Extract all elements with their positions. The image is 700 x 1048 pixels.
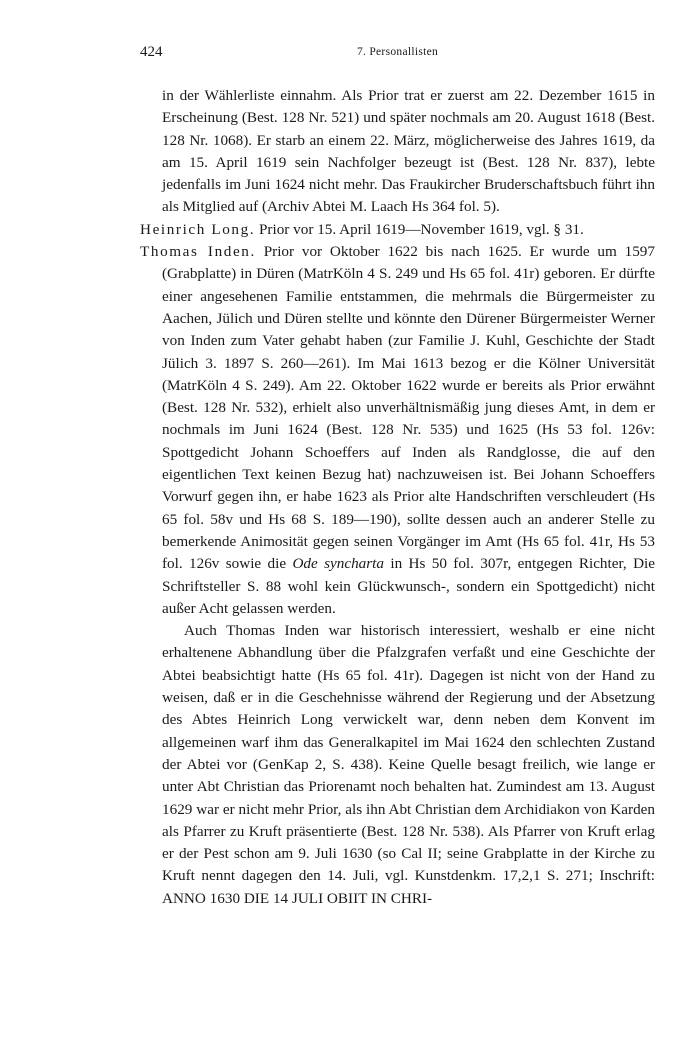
page-number: 424 [140,44,163,60]
paragraph-text: Auch Thomas Inden war historisch interessiert, weshalb er eine nicht erhaltenene Abhandlung über die Pfalzgrafen verfaßt und eine Geschichte der Abtei beabsichtigt hatte (Hs 65 fol. 41r). Dagegen ist nicht von der Hand zu weisen, daß er in die Geschehnisse während der Regierung und der Absetzung des Abtes Heinrich Long verwickelt war, denn neben dem Konvent im allgemeinen warf ihm das Generalkapitel im Mai 1624 den schlechten Zustand der Abtei vor (GenKap 2, S. 438). Keine Quelle besagt freilich, wie lange er unter Abt Christian das Priorenamt noch behalten hat. Zumindest am 13. August 1629 war er nicht mehr Prior, als ihn Abt Christian dem Archidiakon von Karden als Pfarrer zu Kruft präsentierte (Best. 128 Nr. 538). Als Pfarrer von Kruft erlag er der Pest schon am 9. Juli 1630 (so Cal II; seine Grabplatte in der Kirche zu Kruft nennt dagegen den 14. Juli, vgl. Kunstdenkm. 17,2,1 S. 271; Inschrift: ANNO 1630 DIE 14 JULI OBIIT IN CHRI- [162,622,655,907]
paragraph-text: in der Wählerliste einnahm. Als Prior trat er zuerst am 22. Dezember 1615 in Erscheinung (Best. 128 Nr. 521) und später nochmals am 20. August 1618 (Best. 128 Nr. 1068). Er starb an einem 22. März, möglicherweise des Jahres 1619, da am 15. April 1619 sein Nachfolger bezeugt ist (Best. 128 Nr. 837), lebte jedenfalls im Juni 1624 nicht mehr. Das Fraukircher Bruderschaftsbuch führt ihn als Mitglied auf (Archiv Abtei M. Laach Hs 364 fol. 5). [162,87,655,216]
entry-name: Heinrich Long. [140,220,256,238]
continued-paragraph [140,85,655,219]
italic-title: Ode syncharta [292,555,384,573]
page-header [140,44,655,64]
entry-text-continued: in Hs 50 fol. 307r, entgegen Richter, Die Schriftsteller S. 88 wohl kein Glückwunsch-, sondern ein Spottgedicht) nicht außer Acht gelassen werden. [162,555,656,617]
paragraph [140,620,655,910]
entry-text: Prior vor Oktober 1622 bis nach 1625. Er wurde um 1597 (Grabplatte) in Düren (MatrKöln 4 S. 249 und Hs 65 fol. 41r) geboren. Er dürfte einer angesehenen Familie entstammen, die mehrmals die Bürgermeister zu Aachen, Jülich und Düren stellte und könnte den Dürener Bürgermeister Werner von Inden zum Vater gehabt haben (zur Familie J. Kuhl, Geschichte der Stadt Jülich 3. 1897 S. 260—261). Im Mai 1613 bezog er die Kölner Universität (MatrKöln 4 S. 249). Am 22. Oktober 1622 wurde er bereits als Prior erwähnt (Best. 128 Nr. 532), erhielt also unverhältnismäßig jung dieses Amt, in dem er nochmals im Juni 1624 (Best. 128 Nr. 535) und 1625 (Hs 53 fol. 126v: Spottgedicht Johann Schoeffers auf Inden als Randglosse, die auf den eigentlichen Text keinen Bezug hat) nachzuweisen ist. Bei Johann Schoeffers Vorwurf gegen ihn, er habe 1623 als Prior alte Handschriften verschleudert (Hs 65 fol. 58v und Hs 68 S. 189—190), sollte dessen auch an anderer Stelle zu bemerkende Animosität gegen seinen Vorgänger im Amt (Hs 65 fol. 41r, Hs 53 fol. 126v sowie die [162,243,655,573]
entry-name: Thomas Inden. [140,243,256,261]
entry-heinrich-long [140,219,655,241]
running-head: 7. Personallisten [356,46,439,58]
entry-text: Prior vor 15. April 1619—November 1619, vgl. § 31. [255,220,584,238]
body-text [140,85,655,910]
entry-thomas-inden [140,241,655,620]
